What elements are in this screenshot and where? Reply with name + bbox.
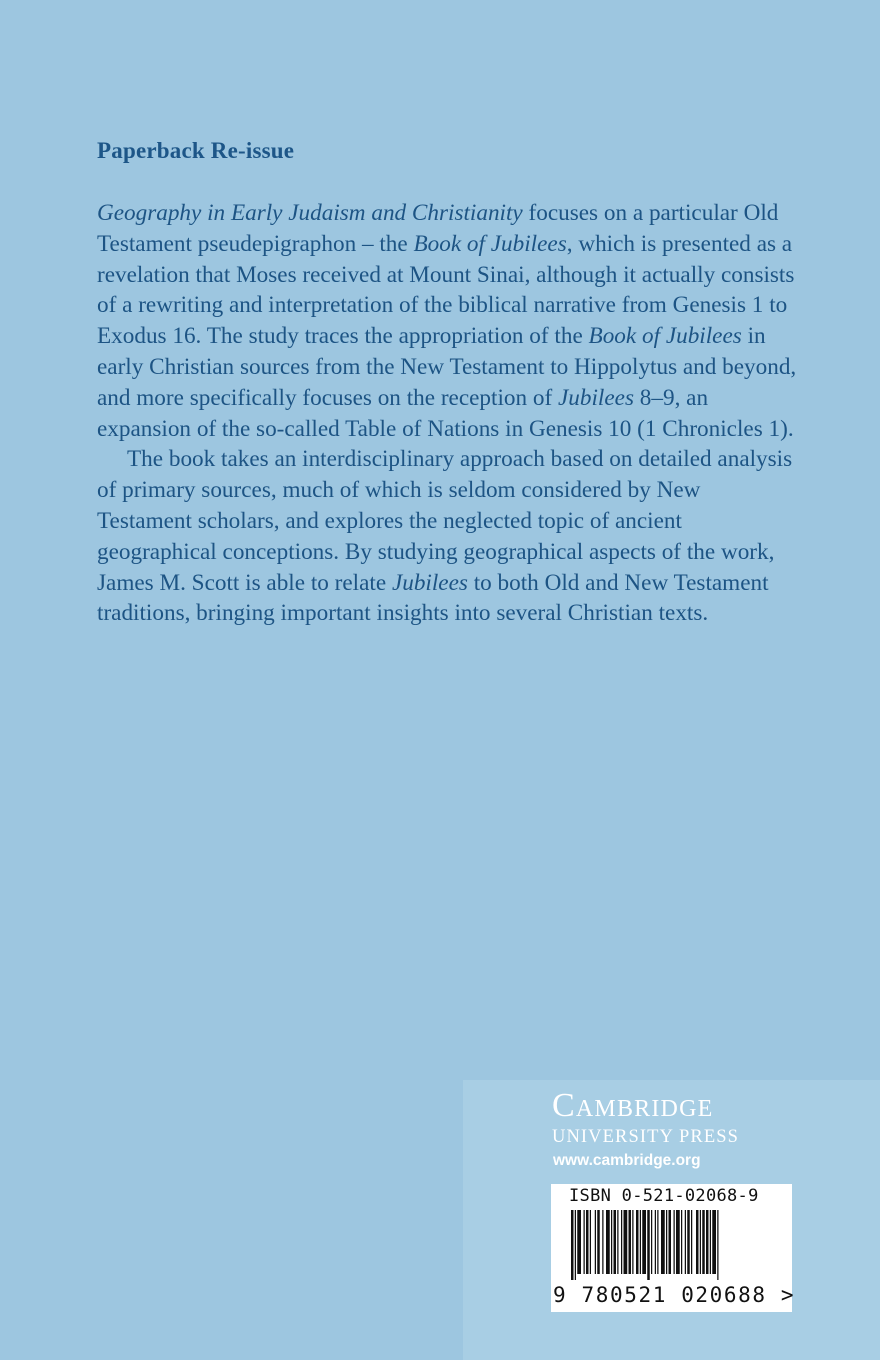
barcode-bar	[632, 1210, 633, 1274]
publisher-url: www.cambridge.org	[553, 1152, 701, 1169]
barcode-bar	[700, 1210, 701, 1274]
text-run: in early Christian sources from the New Testament to Hippolytus and beyond, and more specifically focuses on the reception of	[97, 323, 797, 411]
barcode-bar	[602, 1210, 603, 1274]
text-run: to both Old and New Testament traditions, bringing important insights into several Christian texts.	[97, 569, 769, 627]
barcode-bar	[685, 1210, 686, 1274]
barcode-bar	[636, 1210, 639, 1274]
publisher-logo-name: Cambridge	[552, 1087, 714, 1124]
text-run: Book of Jubilees	[413, 230, 567, 257]
barcode-bar	[595, 1210, 596, 1274]
text-run: Geography in Early Judaism and Christianity	[97, 200, 523, 226]
barcode-bar	[642, 1210, 646, 1274]
barcode-bar	[575, 1210, 576, 1280]
barcode-bar	[710, 1210, 711, 1274]
barcode-bar	[702, 1210, 705, 1274]
barcode-bar	[647, 1210, 650, 1280]
barcode-bar	[614, 1210, 617, 1274]
isbn-barcode	[551, 1184, 796, 1312]
book-description	[97, 198, 797, 629]
barcode-bar	[629, 1210, 632, 1274]
ean-number: 9 780521 020688 >	[553, 1283, 796, 1307]
barcode-bar	[696, 1210, 699, 1274]
description-paragraph-1	[97, 198, 797, 444]
barcode-bar	[717, 1210, 718, 1280]
barcode-bars-graphic	[571, 1210, 773, 1280]
text-run: Jubilees	[558, 384, 634, 411]
barcode-bar	[666, 1210, 667, 1274]
text-run: Book of Jubilees	[588, 323, 742, 350]
barcode-bar	[640, 1210, 641, 1274]
publisher-logo-subtitle: UNIVERSITY PRESS	[552, 1127, 740, 1147]
barcode-bar	[586, 1210, 589, 1274]
barcode-bar	[669, 1210, 672, 1274]
text-run: Jubilees	[391, 569, 468, 596]
barcode-bar	[712, 1210, 716, 1274]
barcode-bar	[606, 1210, 610, 1274]
barcode-bar	[624, 1210, 628, 1274]
section-heading: Paperback Re-issue	[97, 138, 295, 163]
barcode-bar	[651, 1210, 652, 1274]
barcode-bar	[655, 1210, 656, 1274]
barcode-bar	[674, 1210, 675, 1274]
barcode-bar	[676, 1210, 680, 1274]
barcode-bar	[584, 1210, 585, 1274]
barcode-bar	[661, 1210, 665, 1274]
barcode-bar	[706, 1210, 709, 1274]
barcode-bar	[597, 1210, 600, 1274]
barcode-bar	[617, 1210, 618, 1274]
barcode-bar	[657, 1210, 658, 1274]
text-run: 8–9, an expansion of the so-called Table of Nations in Genesis 10 (1 Chronicles 1).	[97, 384, 794, 442]
barcode-bar	[621, 1210, 622, 1274]
barcode-bar	[577, 1210, 581, 1274]
barcode-bar	[571, 1210, 574, 1280]
isbn-label: ISBN 0-521-02068-9	[569, 1186, 759, 1206]
text-run: focuses on a particular Old Testament pseudepigraphon – the	[97, 200, 779, 257]
barcode-bar	[590, 1210, 591, 1274]
text-run: , which is presented as a revelation that Moses received at Mount Sinai, although it actually consists of a rewriting and interpretation of the biblical narrative from Genesis 1 to Exodus 16. The study traces the appropriation of the	[97, 230, 795, 350]
text-run: The book takes an interdisciplinary approach based on detailed analysis of primary sources, much of which is seldom considered by New Testament scholars, and explores the neglected topic of ancient geographical conceptions. By studying geographical aspects of the work, James M. Scott is able to relate	[97, 446, 793, 596]
description-paragraph-2	[97, 444, 797, 629]
barcode-bar	[691, 1210, 692, 1274]
barcode-bar	[687, 1210, 690, 1274]
barcode-bar	[611, 1210, 612, 1274]
barcode-bar	[681, 1210, 682, 1274]
